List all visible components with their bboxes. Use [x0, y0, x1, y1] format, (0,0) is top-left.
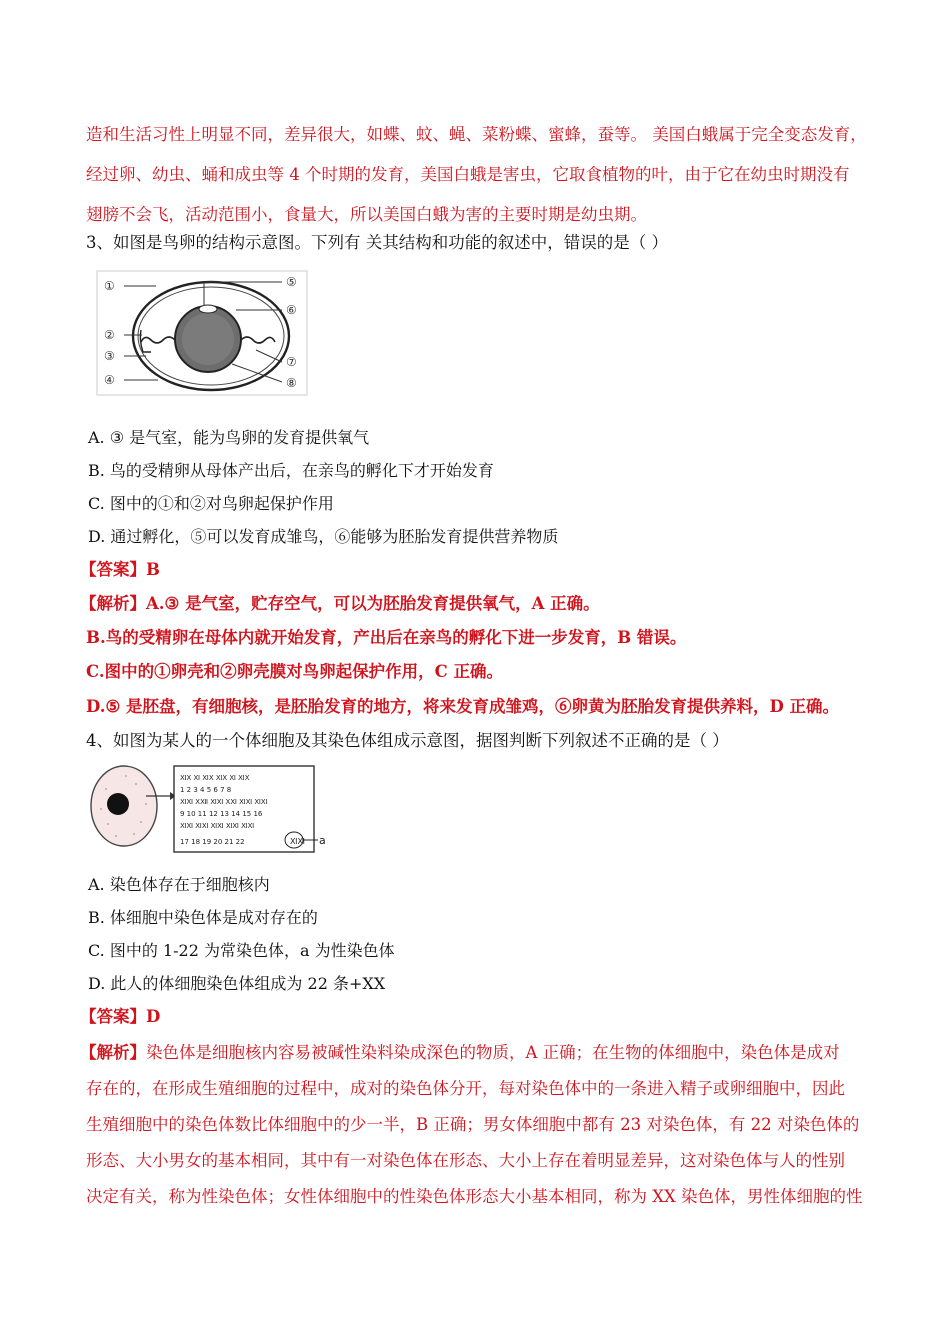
q4-question: 4、如图为某人的一个体细胞及其染色体组成示意图，据图判断下列叙述不正确的是（ ）	[86, 731, 729, 750]
q3-option-a: A. ③ 是气室，能为鸟卵的发育提供氧气	[88, 428, 370, 447]
q3-option-b: B. 鸟的受精卵从母体产出后，在亲鸟的孵化下才开始发育	[88, 461, 494, 480]
q4-analysis-line-3: 生殖细胞中的染色体数比体细胞中的少一半，B 正确；男女体细胞中都有 23 对染色体，有 22 对染色体的	[86, 1115, 860, 1134]
q3-analysis-line-2: B.鸟的受精卵在母体内就开始发育，产出后在亲鸟的孵化下进一步发育，B 错误。	[86, 628, 687, 647]
egg-label-4: ④	[104, 373, 115, 387]
q4-option-d: D. 此人的体细胞染色体组成为 22 条+XX	[88, 974, 386, 993]
q4-analysis-line-4: 形态、大小男女的基本相同，其中有一对染色体在形态、大小上存在着明显差异，这对染色体与人的性别	[86, 1151, 845, 1170]
q4-option-a: A. 染色体存在于细胞核内	[88, 875, 270, 894]
q3-option-c: C. 图中的①和②对鸟卵起保护作用	[88, 494, 334, 513]
q3-analysis-text-1: A.③ 是气室，贮存空气，可以为胚胎发育提供氧气，A 正确。	[146, 594, 600, 613]
egg-label-5: ⑤	[286, 275, 297, 289]
svg-text:ⅪⅪ ⅪⅪ ⅪⅪ ⅪⅪ ⅪⅪ: ⅪⅪ ⅪⅪ ⅪⅪ ⅪⅪ ⅪⅪ	[180, 822, 255, 830]
q4-option-c: C. 图中的 1-22 为常染色体，a 为性染色体	[88, 941, 395, 960]
intro-line-2: 经过卵、幼虫、蛹和成虫等 4 个时期的发育，美国白蛾是害虫，它取食植物的叶，由于它在幼虫时期没有	[86, 165, 850, 184]
intro-line-3: 翅膀不会飞，活动范围小，食量大，所以美国白蛾为害的主要时期是幼虫期。	[86, 205, 647, 224]
q3-analysis-line-4: D.⑤ 是胚盘，有细胞核，是胚胎发育的地方，将来发育成雏鸡，⑥卵黄为胚胎发育提供养料，D 正确。	[86, 697, 840, 716]
q3-analysis-line-3: C.图中的①卵壳和②卵壳膜对鸟卵起保护作用，C 正确。	[86, 662, 503, 681]
q3-analysis-tag: 【解析】	[80, 594, 146, 613]
cell-nucleus	[107, 793, 129, 815]
q4-analysis-text-1: 染色体是细胞核内容易被碱性染料染成深色的物质，A 正确；在生物的体细胞中，染色体是成对	[146, 1043, 840, 1062]
sex-chromosome-label: a	[319, 834, 326, 847]
q3-answer	[80, 560, 160, 580]
svg-text:9 10 11 12 13 14 15 16: 9 10 11 12 13 14 15 16	[180, 810, 263, 818]
q4-answer	[80, 1007, 160, 1027]
svg-text:1 2 3 4 5 6 7 8: 1 2 3 4 5 6 7 8	[180, 786, 232, 794]
q3-answer-tag: 【答案】	[80, 560, 146, 579]
egg-label-2: ②	[104, 328, 115, 342]
egg-label-7: ⑦	[286, 355, 297, 369]
intro-line-1: 造和生活习性上明显不同，差异很大，如蝶、蚊、蝇、菜粉蝶、蜜蜂，蚕等。 美国白蛾属于完全变态发育，	[86, 125, 867, 144]
q4-analysis-line-2: 存在的，在形成生殖细胞的过程中，成对的染色体分开，每对染色体中的一条进入精子或卵细胞中，因此	[86, 1079, 845, 1098]
germinal-disc	[199, 305, 217, 313]
q4-analysis-line-1	[80, 1043, 840, 1063]
svg-text:17 18 19 20 21 22: 17 18 19 20 21 22	[180, 838, 245, 846]
svg-text:ⅪⅪ ⅩⅫ ⅪⅪ ⅩⅪ ⅪⅪ ⅪⅪ: ⅪⅪ ⅩⅫ ⅪⅪ ⅩⅪ ⅪⅪ ⅪⅪ	[180, 798, 268, 806]
q3-answer-value: B	[146, 560, 160, 579]
q4-option-b: B. 体细胞中染色体是成对存在的	[88, 908, 318, 927]
karyotype-figure	[86, 764, 336, 854]
svg-text:ⅪⅩ Ⅺ ⅪⅩ ⅪⅩ Ⅺ ⅪⅩ: ⅪⅩ Ⅺ ⅪⅩ ⅪⅩ Ⅺ ⅪⅩ	[180, 774, 250, 782]
q4-answer-tag: 【答案】	[80, 1007, 146, 1026]
egg-label-6: ⑥	[286, 303, 297, 317]
q4-analysis-tag: 【解析】	[80, 1043, 146, 1062]
q3-analysis-line-1	[80, 594, 600, 614]
q3-question: 3、如图是鸟卵的结构示意图。下列有 关其结构和功能的叙述中，错误的是（ ）	[86, 233, 668, 252]
egg-structure-figure	[96, 270, 316, 400]
q4-answer-value: D	[146, 1007, 161, 1026]
q3-option-d: D. 通过孵化，⑤可以发育成雏鸟，⑥能够为胚胎发育提供营养物质	[88, 527, 559, 546]
egg-label-3: ③	[104, 349, 115, 363]
egg-label-8: ⑧	[286, 376, 297, 390]
svg-text:ⅪⅪ: ⅪⅪ	[290, 837, 305, 846]
q4-analysis-line-5: 决定有关，称为性染色体；女性体细胞中的性染色体形态大小基本相同，称为 XX 染色体，男性体细胞的性	[86, 1187, 863, 1206]
egg-label-1: ①	[104, 279, 115, 293]
